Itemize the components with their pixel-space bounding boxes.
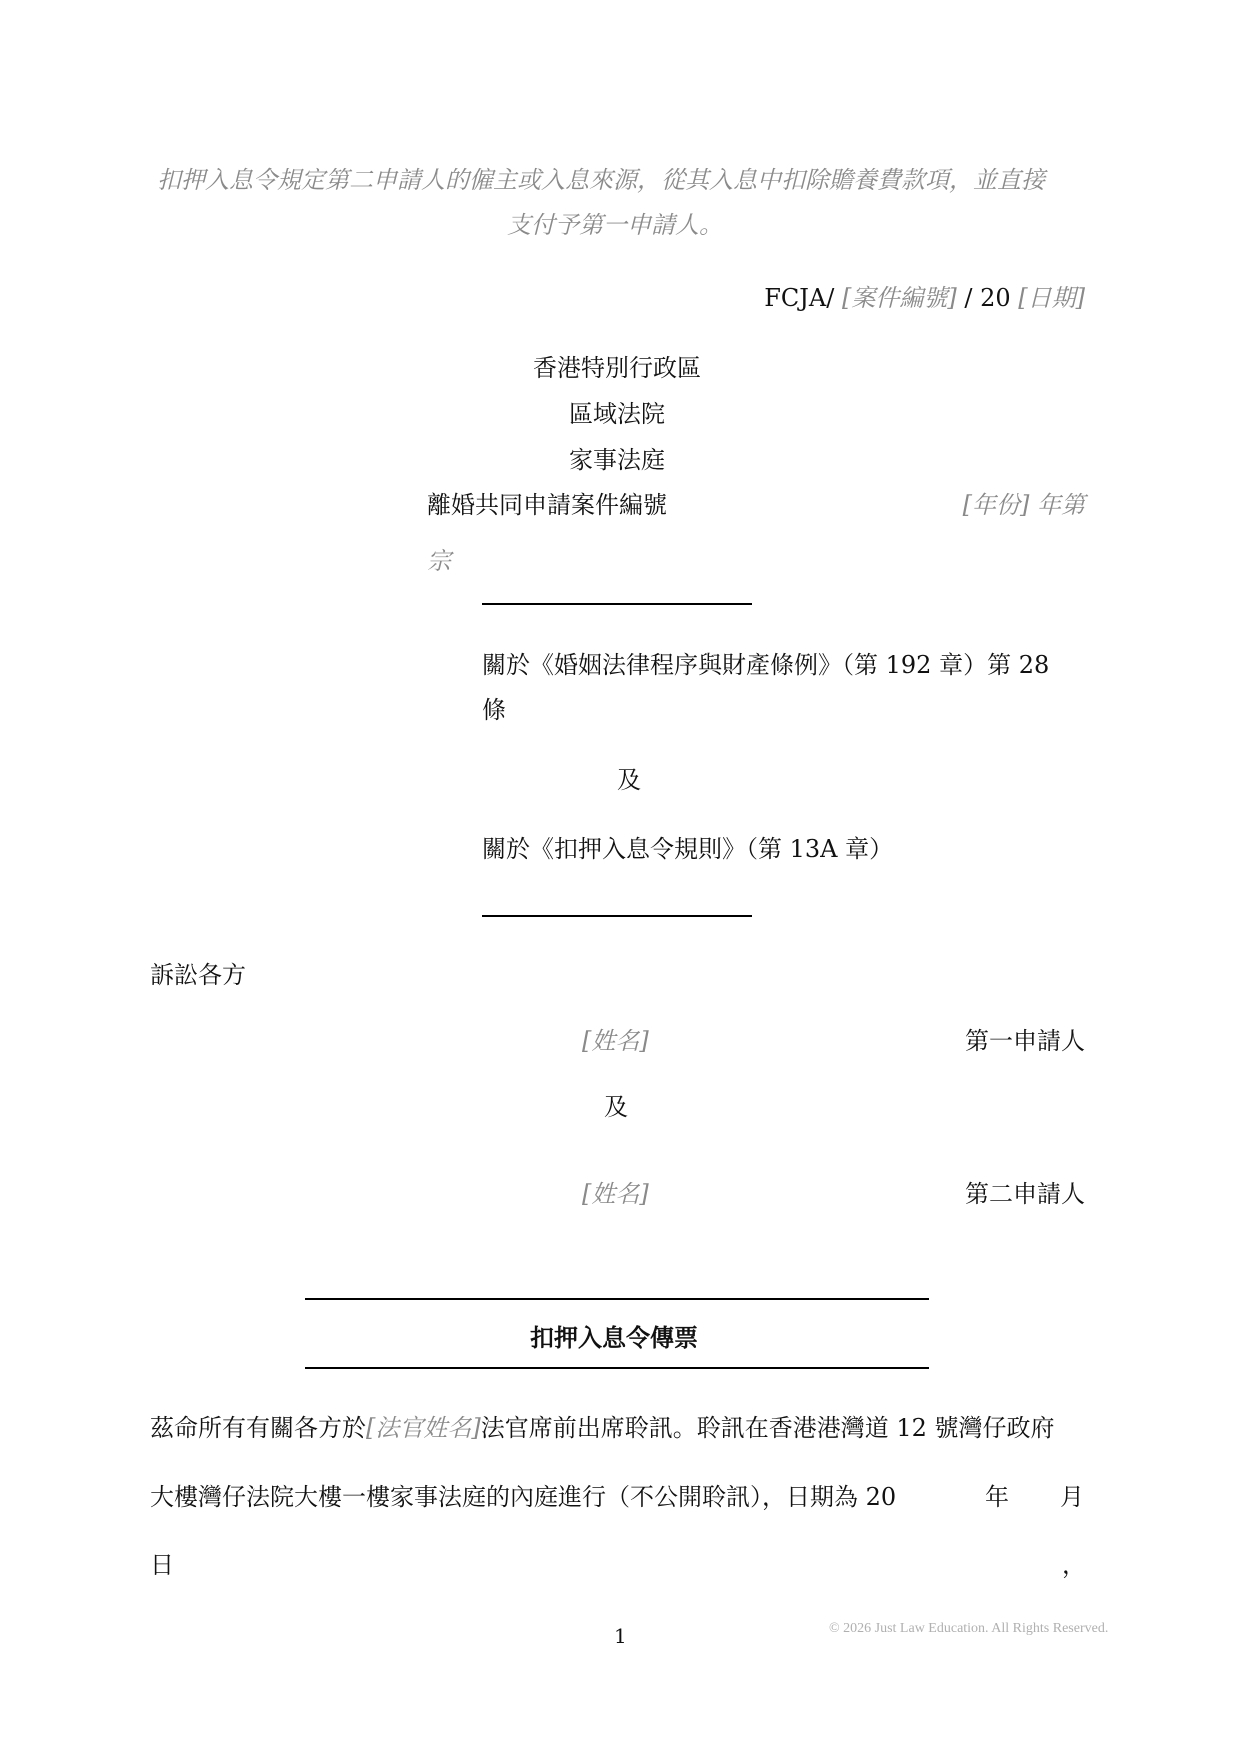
case-year xyxy=(963,485,1085,520)
body-line2: 大樓灣仔法院大樓一樓家事法庭的內庭進行（不公開聆訊），日期為 20 xyxy=(150,1483,897,1511)
matter-line1: 關於《婚姻法律程序與財產條例》（第 192 章）第 28 xyxy=(482,651,1050,679)
title-rule-top xyxy=(305,1298,929,1300)
summons-title: 扣押入息令傳票 xyxy=(530,1323,698,1352)
case-date-placeholder: [日期] xyxy=(1018,284,1085,312)
body-line1-end: 法官席前出席聆訊。聆訊在香港港灣道 12 號灣仔政府 xyxy=(480,1414,1055,1442)
body-year-word: 年 xyxy=(985,1483,1009,1511)
matter-and: 及 xyxy=(617,766,641,794)
body-line1-start: 茲命所有有關各方於 xyxy=(150,1414,366,1442)
divider-top xyxy=(482,603,752,605)
first-applicant-name: [姓名] xyxy=(582,1027,649,1055)
parties-heading: 訴訟各方 xyxy=(150,961,246,989)
case-ref-middle: / 20 xyxy=(964,284,1011,312)
case-number-placeholder: [案件編號] xyxy=(841,284,957,312)
court-division: 家事法庭 xyxy=(569,446,665,474)
page-number: 1 xyxy=(614,1624,627,1648)
header-note-line2: 支付予第一申請人。 xyxy=(507,211,723,239)
header-note-line1: 扣押入息令規定第二申請人的僱主或入息來源，從其入息中扣除贍養費款項，並直接 xyxy=(157,166,1045,194)
matter-line3: 關於《扣押入息令規則》（第 13A 章） xyxy=(482,835,894,863)
court-name: 區域法院 xyxy=(569,400,665,428)
second-applicant-role: 第二申請人 xyxy=(965,1180,1085,1208)
first-applicant-role: 第一申請人 xyxy=(965,1027,1085,1055)
year-suffix: 年第 xyxy=(1037,491,1085,519)
case-suffix: 宗 xyxy=(427,547,451,575)
divider-bottom xyxy=(482,915,752,917)
body-month-word: 月 xyxy=(1060,1483,1084,1511)
year-placeholder: [年份] xyxy=(962,491,1030,519)
case-ref-prefix: FCJA/ xyxy=(764,284,835,312)
second-applicant-name: [姓名] xyxy=(582,1180,649,1208)
court-region: 香港特別行政區 xyxy=(533,354,701,382)
judge-name-placeholder: [法官姓名] xyxy=(366,1414,481,1442)
title-rule-bottom xyxy=(305,1367,929,1369)
body-line1 xyxy=(150,1408,1055,1443)
parties-and: 及 xyxy=(604,1093,628,1121)
body-day-word: 日 xyxy=(150,1551,174,1579)
case-reference xyxy=(764,278,1085,313)
matter-line2: 條 xyxy=(482,696,506,724)
body-trailing-comma: ， xyxy=(1062,1551,1086,1579)
case-label: 離婚共同申請案件編號 xyxy=(427,491,667,519)
copyright-notice: © 2026 Just Law Education. All Rights Reserved. xyxy=(829,1621,1109,1636)
